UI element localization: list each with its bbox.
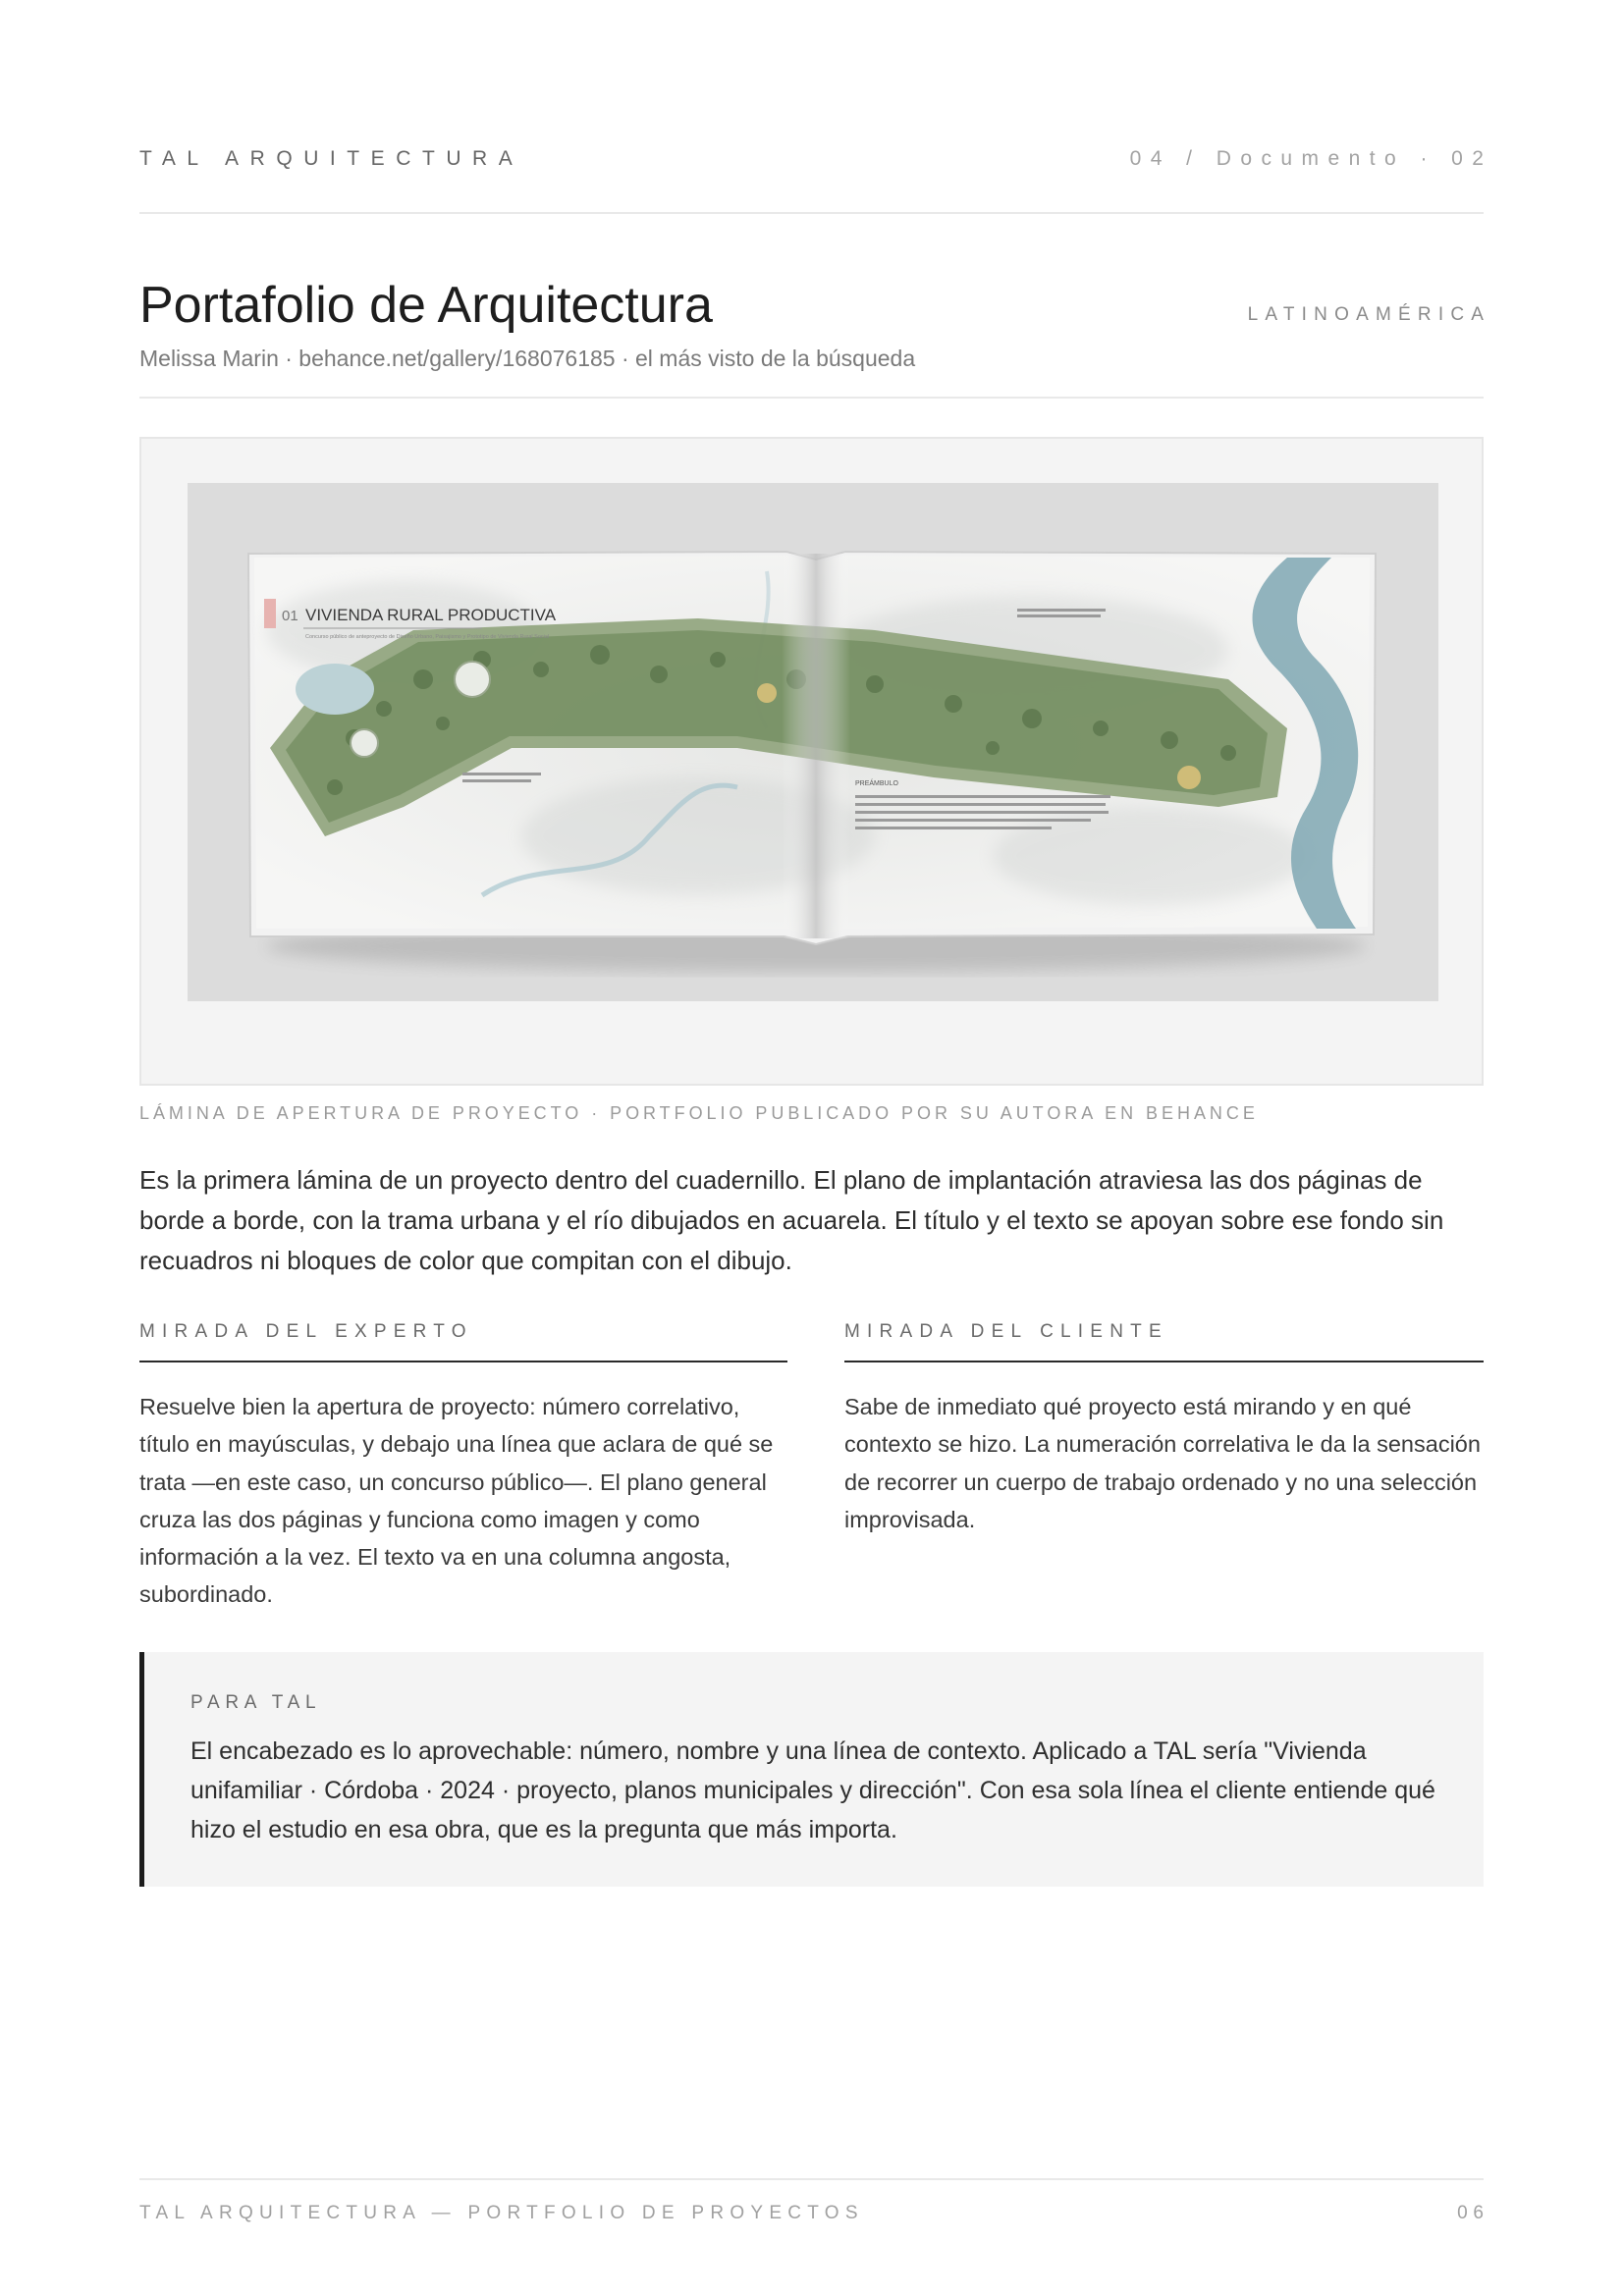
page-title: Portafolio de Arquitectura: [139, 277, 713, 334]
intro-paragraph: Es la primera lámina de un proyecto dentro del cuadernillo. El plano de implantación atraviesa las dos páginas de borde a borde, con la trama urbana y el río dibujados en acuarela. El título y el texto se apoyan sobre ese fondo sin recuadros ni bloques de color que compitan con el dibujo.: [139, 1165, 1444, 1275]
footer-label: TAL ARQUITECTURA — PORTFOLIO DE PROYECTOS: [139, 2203, 864, 2223]
client-rule: [844, 1361, 1484, 1362]
book-heading-sub: Concurso público de anteproyecto de Diseño Urbano, Paisajismo y Prototipo de Vivienda Rural Social: [305, 634, 550, 640]
client-text: Sabe de inmediato qué proyecto está mirando y en qué contexto se hizo. La numeración correlativa le da la sensación de recorrer un cuerpo de trabajo ordenado y no una selección improvisada.: [844, 1394, 1481, 1532]
book-heading-title: VIVIENDA RURAL PRODUCTIVA: [305, 606, 557, 624]
expert-heading: MIRADA DEL EXPERTO: [139, 1321, 473, 1342]
figure-caption: LÁMINA DE APERTURA DE PROYECTO · PORTFOLIO PUBLICADO POR SU AUTORA EN BEHANCE: [139, 1103, 1259, 1123]
title-divider: [139, 397, 1484, 399]
page-subtitle: Melissa Marin · behance.net/gallery/168076185 · el más visto de la búsqueda: [139, 346, 916, 371]
document-number: 04 / Documento · 02: [1129, 147, 1493, 170]
expert-rule: [139, 1361, 787, 1362]
page-number: 06: [1457, 2203, 1489, 2223]
client-heading: MIRADA DEL CLIENTE: [844, 1321, 1168, 1342]
footer-divider: [139, 2178, 1484, 2180]
expert-text: Resuelve bien la apertura de proyecto: número correlativo, título en mayúsculas, y debajo una línea que aclara de qué se trata —en este caso, un concurso público—. El plano general cruza las dos páginas y funciona como imagen y como información a la vez. El texto va en una columna angosta, subordinado.: [139, 1394, 774, 1608]
header-divider: [139, 212, 1484, 214]
book-text-label: PREÁMBULO: [855, 780, 898, 787]
heading-marker: [264, 599, 276, 628]
portfolio-photo: [188, 483, 1438, 1001]
book-heading-number: 01: [282, 608, 298, 624]
brand-name: TAL ARQUITECTURA: [139, 147, 524, 170]
open-book-illustration: [188, 483, 1438, 1001]
callout-heading: PARA TAL: [190, 1692, 322, 1713]
region-label: LATINOAMÉRICA: [1247, 304, 1491, 325]
callout-text: El encabezado es lo aprovechable: número, nombre y una línea de contexto. Aplicado a TAL sería "Vivienda unifamiliar · Córdoba · 2024 · proyecto, planos municipales y dirección". Con esa sola línea el cliente entiende qué hizo el estudio en esa obra, que es la pregunta que más importa.: [190, 1737, 1435, 1843]
